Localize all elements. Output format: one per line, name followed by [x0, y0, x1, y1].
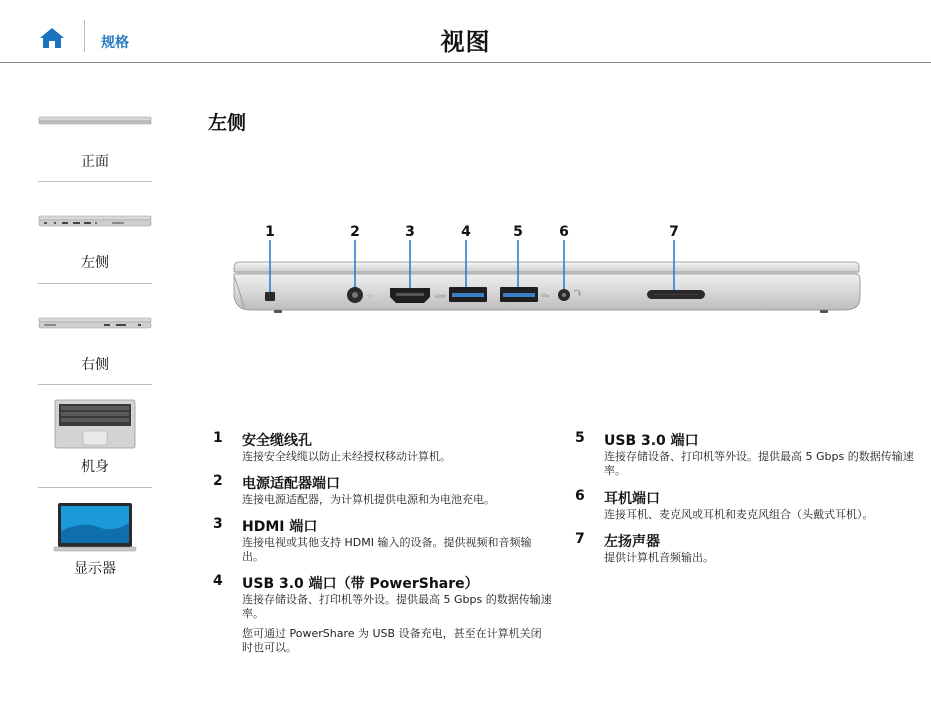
item-title: USB 3.0 端口（带 PowerShare）	[242, 576, 479, 592]
item-title: USB 3.0 端口	[604, 433, 699, 449]
sidebar-item-right[interactable]	[38, 314, 152, 374]
item-number: 2	[213, 473, 223, 489]
callout-1: 1	[265, 224, 275, 240]
sidebar-item-label: 机身	[81, 459, 109, 475]
specs-link[interactable]: 规格	[101, 35, 129, 51]
item-number: 6	[575, 488, 585, 504]
section-title: 左侧	[208, 112, 247, 134]
laptop-display-thumbnail	[38, 501, 152, 553]
callout-7: 7	[669, 224, 679, 240]
item-description: 连接安全线缆以防止未经授权移动计算机。	[242, 450, 451, 463]
item-number: 5	[575, 430, 585, 446]
item-number: 7	[575, 531, 585, 547]
callout-4: 4	[461, 224, 471, 240]
sidebar-item-label: 右侧	[81, 357, 109, 373]
callout-2: 2	[350, 224, 360, 240]
callout-6: 6	[559, 224, 569, 240]
laptop-right-thumbnail	[38, 316, 152, 332]
header-bar	[0, 0, 931, 63]
sidebar-item-label: 显示器	[74, 561, 116, 577]
laptop-left-thumbnail	[38, 214, 152, 230]
laptop-left-side-diagram	[230, 220, 870, 330]
item-description: 您可通过 PowerShare 为 USB 设备充电，甚至在计算机关闭时也可以。	[242, 627, 542, 654]
item-title: HDMI 端口	[242, 519, 318, 535]
item-description: 连接电视或其他支持 HDMI 输入的设备。提供视频和音频输出。	[242, 536, 532, 563]
item-description: 连接电源适配器，为计算机提供电源和为电池充电。	[242, 493, 495, 506]
item-number: 3	[213, 516, 223, 532]
sidebar-divider	[38, 181, 152, 182]
laptop-front-thumbnail	[38, 114, 152, 128]
sidebar-divider	[38, 283, 152, 284]
sidebar-item-left[interactable]	[38, 212, 152, 272]
callout-5: 5	[513, 224, 523, 240]
sidebar-item-display[interactable]	[38, 500, 152, 580]
item-description: 连接耳机、麦克风或耳机和麦克风组合（头戴式耳机）。	[604, 508, 874, 521]
item-description: 连接存储设备、打印机等外设。提供最高 5 Gbps 的数据传输速率。	[242, 593, 552, 620]
svg-text:-○-: -○-	[367, 293, 374, 298]
page-title: 视图	[440, 28, 491, 56]
security-slot	[265, 292, 275, 301]
laptop-base-thumbnail	[38, 398, 152, 450]
sidebar-item-base[interactable]	[38, 398, 152, 478]
sidebar-item-front[interactable]	[38, 110, 152, 170]
item-title: 电源适配器端口	[242, 476, 340, 492]
laptop-base	[234, 274, 860, 310]
laptop-lid	[234, 262, 859, 272]
sidebar-item-label: 正面	[81, 154, 109, 170]
item-title: 左扬声器	[604, 534, 660, 550]
sidebar-divider	[38, 384, 152, 385]
sidebar-item-label: 左侧	[81, 255, 109, 271]
item-description: 连接存储设备、打印机等外设。提供最高 5 Gbps 的数据传输速率。	[604, 450, 914, 477]
item-number: 1	[213, 430, 223, 446]
svg-text:HDMI: HDMI	[435, 294, 446, 299]
item-number: 4	[213, 573, 223, 589]
sidebar-divider	[38, 487, 152, 488]
callout-3: 3	[405, 224, 415, 240]
item-title: 耳机端口	[604, 491, 660, 507]
svg-text:SS⇆: SS⇆	[541, 293, 550, 298]
item-title: 安全缆线孔	[242, 433, 312, 449]
item-description: 提供计算机音频输出。	[604, 551, 714, 564]
